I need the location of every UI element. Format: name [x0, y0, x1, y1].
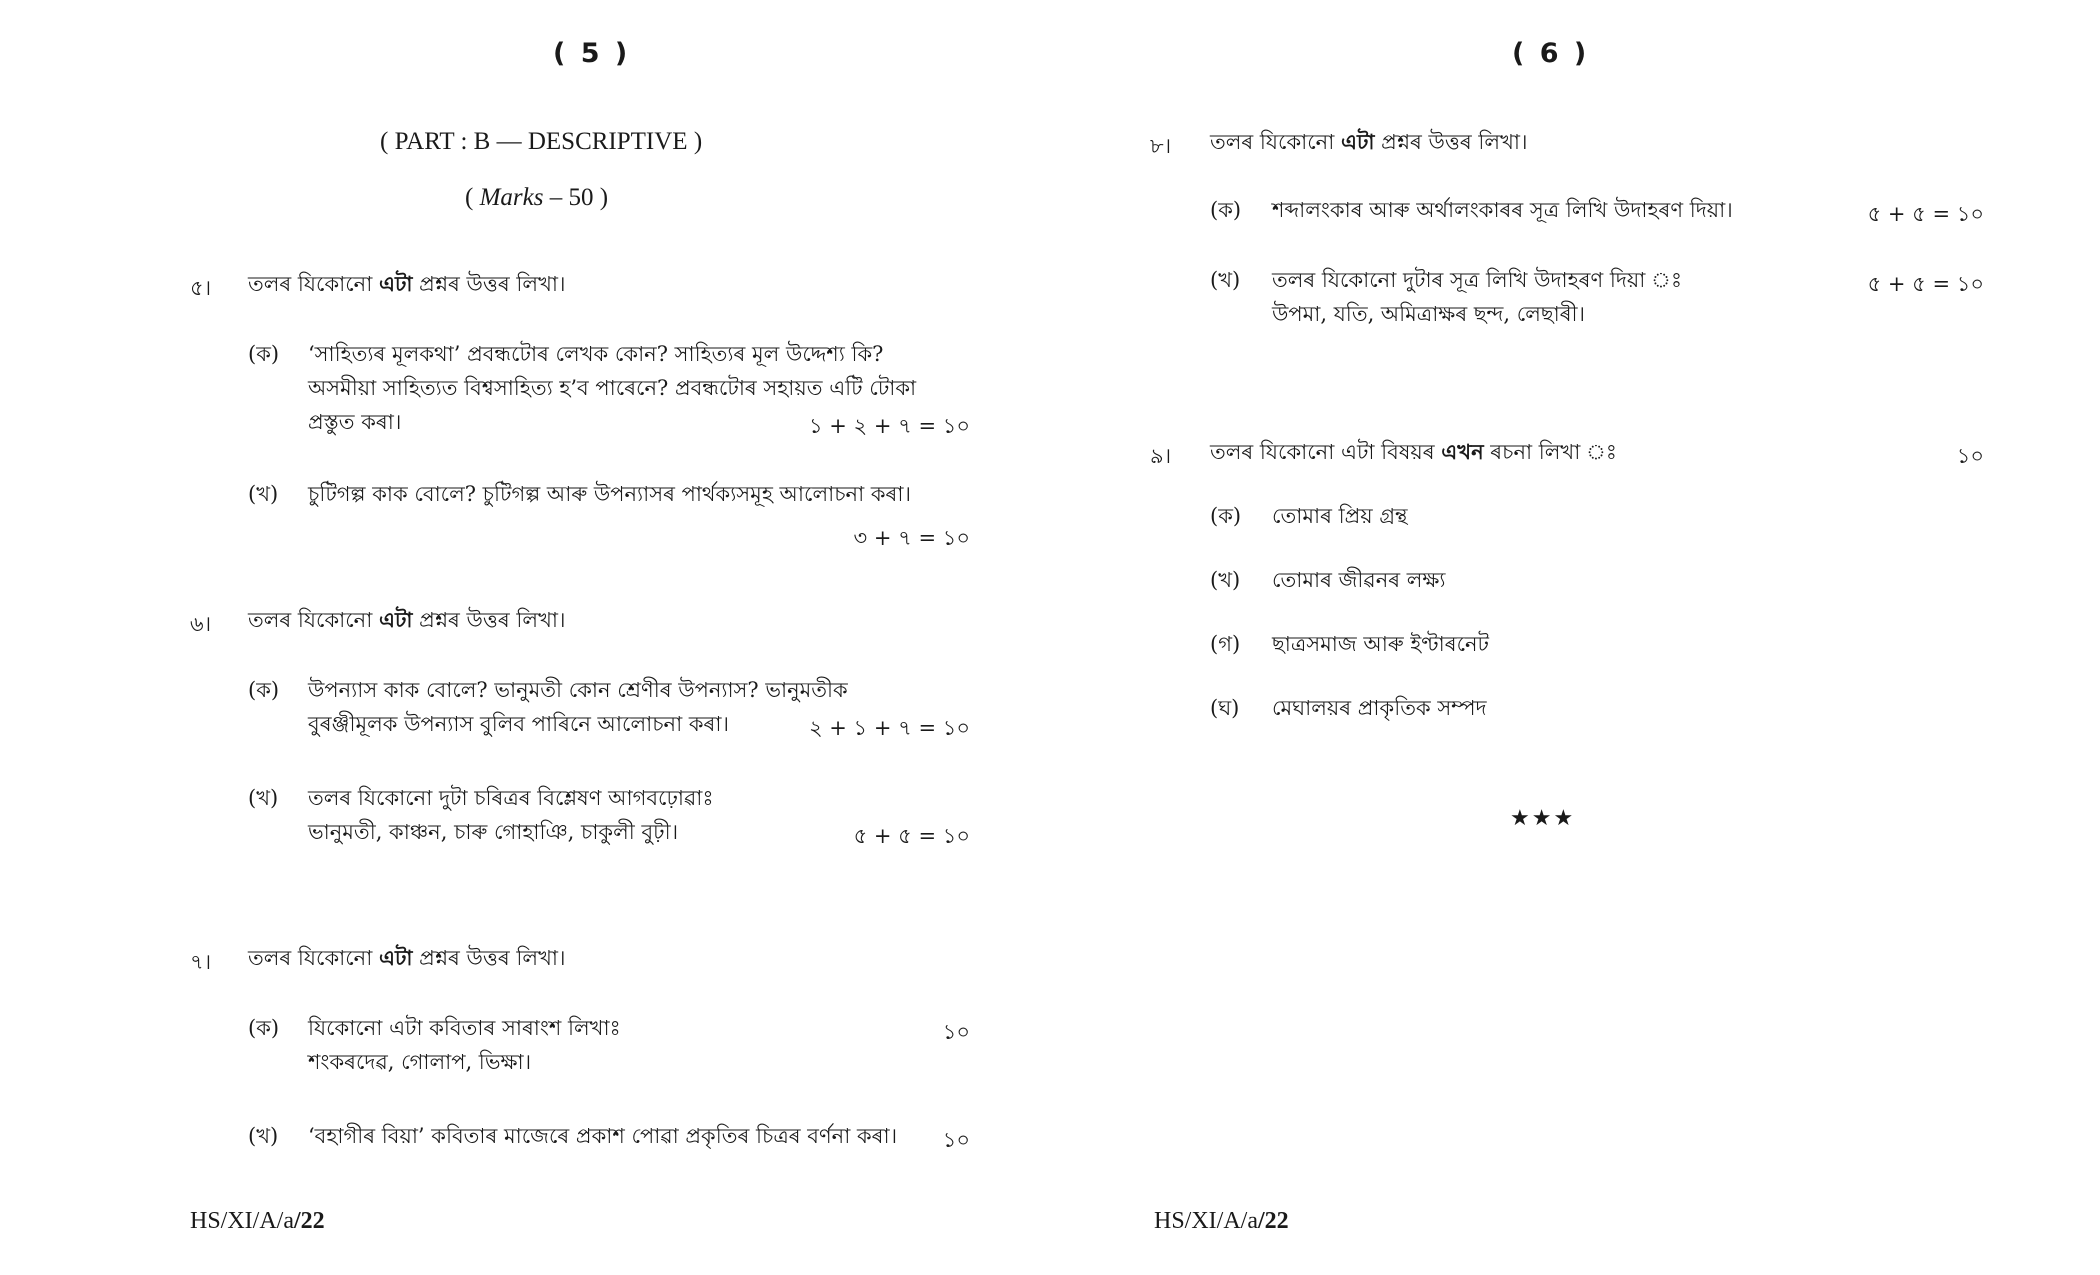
sub-label: (খ)	[248, 482, 279, 506]
sub-label: (খ)	[1210, 268, 1241, 292]
page-number: ( 6 )	[1512, 38, 1590, 69]
page-6	[1050, 0, 2100, 1275]
sub-label: (খ)	[248, 1124, 279, 1148]
essay-topic: মেঘালয়ৰ প্ৰাকৃতিক সম্পদ	[1272, 696, 1487, 720]
footer-code: HS/XI/A/a/22	[190, 1208, 325, 1234]
end-stars: ★★★	[1510, 806, 1576, 831]
essay-topic: তোমাৰ প্ৰিয় গ্ৰন্থ	[1272, 504, 1408, 528]
question-text: উপন্যাস কাক বোলে? ভানুমতী কোন শ্ৰেণীৰ উপন্যাস? ভানুমতীক	[308, 678, 848, 702]
question-number-9: ৯।	[1150, 444, 1172, 468]
question-text: অসমীয়া সাহিত্যত বিশ্বসাহিত্য হ’ব পাৰেনে? প্ৰবন্ধটোৰ সহায়ত এটি টোকা	[308, 376, 917, 400]
part-title: ( PART : B — DESCRIPTIVE )	[380, 128, 703, 155]
sub-label: (গ)	[1210, 632, 1241, 656]
question-number-7: ৭।	[190, 950, 212, 974]
question-text: ‘সাহিত্যৰ মূলকথা’ প্ৰবন্ধটোৰ লেখক কোন? সাহিত্যৰ মূল উদ্দেশ্য কি?	[308, 342, 884, 366]
marks-breakdown: ১০	[1956, 444, 1984, 468]
question-6-instruction: তলৰ যিকোনো এটা প্ৰশ্নৰ উত্তৰ লিখা।	[248, 607, 566, 632]
question-number-8: ৮।	[1150, 134, 1172, 158]
marks-breakdown: ৫ + ৫ = ১০	[1867, 272, 1984, 296]
sub-label: (ক)	[1210, 198, 1242, 222]
question-8-instruction: তলৰ যিকোনো এটা প্ৰশ্নৰ উত্তৰ লিখা।	[1210, 129, 1528, 154]
question-text: বুৰঞ্জীমূলক উপন্যাস বুলিব পাৰিনে আলোচনা কৰা।	[308, 712, 729, 736]
marks-breakdown: ১০	[942, 1128, 970, 1152]
sub-label: (ক)	[248, 342, 280, 366]
question-number-5: ৫।	[190, 276, 212, 300]
marks-breakdown: ২ + ১ + ৭ = ১০	[808, 716, 970, 740]
sub-label: (খ)	[248, 786, 279, 810]
question-number-6: ৬।	[190, 612, 212, 636]
essay-topic: তোমাৰ জীৱনৰ লক্ষ্য	[1272, 568, 1446, 592]
page-number: ( 5 )	[553, 38, 631, 69]
sub-label: (খ)	[1210, 568, 1241, 592]
question-text: ‘বহাগীৰ বিয়া’ কবিতাৰ মাজেৰে প্ৰকাশ পোৱা প্ৰকৃতিৰ চিত্ৰৰ বৰ্ণনা কৰা।	[308, 1124, 898, 1148]
question-text: যিকোনো এটা কবিতাৰ সাৰাংশ লিখাঃ	[308, 1016, 621, 1040]
sub-label: (ক)	[248, 1016, 280, 1040]
question-9-instruction: তলৰ যিকোনো এটা বিষয়ৰ এখন ৰচনা লিখা ঃ	[1210, 439, 1617, 464]
question-7-instruction: তলৰ যিকোনো এটা প্ৰশ্নৰ উত্তৰ লিখা।	[248, 945, 566, 970]
question-5-instruction: তলৰ যিকোনো এটা প্ৰশ্নৰ উত্তৰ লিখা।	[248, 271, 566, 296]
marks-breakdown: ৫ + ৫ = ১০	[853, 824, 970, 848]
marks-breakdown: ৫ + ৫ = ১০	[1867, 202, 1984, 226]
essay-topic: ছাত্ৰসমাজ আৰু ইণ্টাৰনেট	[1272, 632, 1489, 656]
marks-breakdown: ৩ + ৭ = ১০	[853, 526, 970, 550]
question-text: চুটিগল্প কাক বোলে? চুটিগল্প আৰু উপন্যাসৰ পাৰ্থক্যসমূহ আলোচনা কৰা।	[308, 482, 911, 506]
question-text: শংকৰদেৱ, গোলাপ, ভিক্ষা।	[308, 1050, 532, 1074]
question-text: তলৰ যিকোনো দুটা চৰিত্ৰৰ বিশ্লেষণ আগবঢ়োৱাঃ	[308, 786, 714, 810]
marks-breakdown: ১ + ২ + ৭ = ১০	[808, 414, 970, 438]
question-text: তলৰ যিকোনো দুটাৰ সূত্ৰ লিখি উদাহৰণ দিয়া ঃ	[1272, 268, 1683, 292]
sub-label: (ক)	[248, 678, 280, 702]
question-text: উপমা, যতি, অমিত্ৰাক্ষৰ ছন্দ, লেছাৰী।	[1272, 302, 1586, 326]
question-text: ভানুমতী, কাঞ্চন, চাৰু গোহাঞি, চাকুলী বুঢ়ী।	[308, 820, 679, 844]
total-marks: ( Marks – 50 )	[465, 184, 609, 211]
footer-code: HS/XI/A/a/22	[1154, 1208, 1289, 1234]
sub-label: (ঘ)	[1210, 696, 1240, 720]
marks-breakdown: ১০	[942, 1020, 970, 1044]
question-text: প্ৰস্তুত কৰা।	[308, 410, 402, 434]
question-text: শব্দালংকাৰ আৰু অৰ্থালংকাৰৰ সূত্ৰ লিখি উদাহৰণ দিয়া।	[1272, 198, 1733, 222]
sub-label: (ক)	[1210, 504, 1242, 528]
